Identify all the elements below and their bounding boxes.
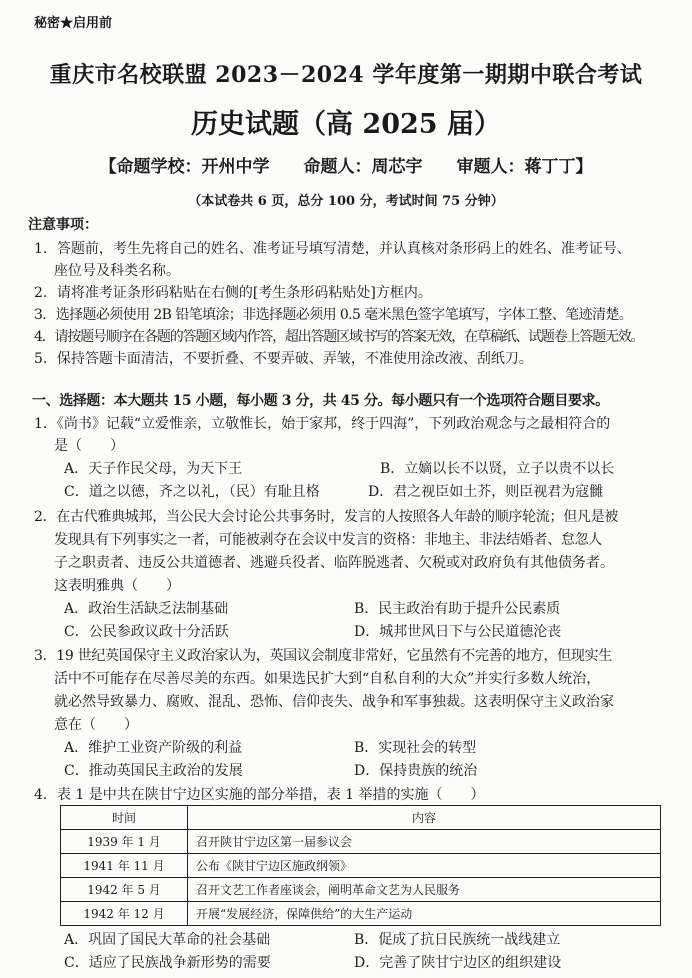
- q4-option-a: A．巩固了国民大革命的社会基础: [64, 932, 271, 948]
- q4-option-d: D．完善了陕甘宁边区的组织建设: [354, 955, 562, 971]
- table-cell-content: 召开文艺工作者座谈会，阐明革命文艺为人民服务: [188, 878, 661, 902]
- q1-option-c: C．道之以德，齐之以礼，（民）有耻且格: [64, 484, 320, 500]
- q2-option-c: C．公民参政议政十分活跃: [64, 624, 229, 640]
- q2-stem: 这表明雅典（ ）: [54, 578, 180, 594]
- section-heading: 一、选择题：本大题共 15 小题，每小题 3 分，共 45 分。每小题只有一个选项符合题目要求。: [32, 393, 609, 409]
- q2-stem: 发现具有下列事实之一者，可能被剥夺在会议中发言的资格：非地主、非法结婚者、怠忽人: [54, 532, 602, 548]
- q2-stem: 2．在古代雅典城邦，当公民大会讨论公共事务时，发言的人按照各人年龄的顺序轮流；但凡是被: [34, 509, 619, 525]
- author-line: 【命题学校：开州中学 命题人：周芯宇 审题人：蒋丁丁】: [99, 157, 593, 177]
- secret-label: 秘密★启用前: [34, 16, 113, 31]
- table-cell-content: 开展“发展经济，保障供给”的大生产运动: [188, 902, 661, 926]
- q1-option-d: D．君之视臣如土芥，则臣视君为寇雠: [368, 484, 604, 500]
- q4-option-b: B．促成了抗日民族统一战线建立: [354, 932, 561, 948]
- q2-option-a: A．政治生活缺乏法制基础: [64, 601, 229, 617]
- table-header-time: 时间: [61, 806, 188, 830]
- q3-stem: 3．19 世纪英国保守主义政治家认为，英国议会制度非常好，它虽然有不完善的地方，但现实生: [34, 648, 612, 664]
- q4-stem: 4．表 1 是中共在陕甘宁边区实施的部分举措，表 1 举措的实施（ ）: [34, 787, 485, 803]
- table-header-row: [61, 806, 661, 830]
- notes-title: 注意事项：: [28, 217, 98, 233]
- table-cell-content: 公布《陕甘宁边区施政纲领》: [188, 854, 661, 878]
- q1-option-a: A．天子作民父母，为天下王: [64, 461, 243, 477]
- q3-option-c: C．推动英国民主政治的发展: [64, 763, 243, 779]
- q3-option-d: D．保持贵族的统治: [354, 763, 478, 779]
- note-item: 3．选择题必须使用 2B 铅笔填涂；非选择题必须用 0.5 毫米黑色签字笔填写，字体工整、笔迹清楚。: [34, 307, 633, 323]
- table-cell-time: 1939 年 1 月: [61, 830, 188, 854]
- q1-option-b: B．立嫡以长不以贤，立子以贵不以长: [380, 461, 615, 477]
- q2-option-b: B．民主政治有助于提升公民素质: [354, 601, 561, 617]
- q4-option-c: C．适应了民族战争新形势的需要: [64, 955, 271, 971]
- q1-stem: 1．《尚书》记载“立爱惟亲，立敬惟长，始于家邦，终于四海”，下列政治观念与之最相符合的: [34, 416, 611, 432]
- table-cell-time: 1942 年 5 月: [61, 878, 188, 902]
- q3-stem: 就必然导致暴力、腐败、混乱、恐怖、信仰丧失、战争和军事独裁。这表明保守主义政治家: [54, 694, 614, 710]
- table-cell-time: 1941 年 11 月: [61, 854, 188, 878]
- subject-title: 历史试题（高 2025 届）: [191, 109, 501, 140]
- q2-stem: 子之职责者、违反公共道德者、逃避兵役者、临阵脱逃者、欠税或对政府负有其他债务者。: [54, 555, 614, 571]
- exam-title: 重庆市名校联盟 2023－2024 学年度第一期期中联合考试: [49, 62, 643, 88]
- q1-stem: 是（ ）: [54, 438, 124, 454]
- table-row: [61, 878, 661, 902]
- q3-option-a: A．维护工业资产阶级的利益: [64, 740, 243, 756]
- exam-info: （本试卷共 6 页，总分 100 分，考试时间 75 分钟）: [188, 194, 504, 209]
- note-item: 1．答题前，考生先将自己的姓名、准考证号填写清楚，并认真核对条形码上的姓名、准考证号、: [34, 241, 631, 257]
- table-cell-time: 1942 年 12 月: [61, 902, 188, 926]
- note-item: 5．保持答题卡面清洁，不要折叠、不要弄破、弄皱，不准使用涂改液、刮纸刀。: [34, 351, 533, 367]
- q2-option-d: D．城邦世风日下与公民道德沦丧: [354, 624, 562, 640]
- table-row: [61, 830, 661, 854]
- q3-stem: 活中不可能存在尽善尽美的东西。如果选民扩大到“自私自利的大众”并实行多数人统治，: [54, 671, 601, 687]
- table-cell-content: 召开陕甘宁边区第一届参议会: [188, 830, 661, 854]
- table-row: [61, 902, 661, 926]
- q3-stem: 意在（ ）: [54, 717, 138, 733]
- note-item: 4．请按题号顺序在各题的答题区域内作答，超出答题区域书写的答案无效，在草稿纸、试题卷上答题无效。: [34, 329, 644, 345]
- note-item: 2．请将准考证条形码粘贴在右侧的[考生条形码粘贴处]方框内。: [34, 285, 432, 301]
- q4-table: [60, 805, 661, 926]
- table-row: [61, 854, 661, 878]
- table-header-content: 内容: [188, 806, 661, 830]
- note-item: 座位号及科类名称。: [54, 263, 180, 279]
- q3-option-b: B．实现社会的转型: [354, 740, 477, 756]
